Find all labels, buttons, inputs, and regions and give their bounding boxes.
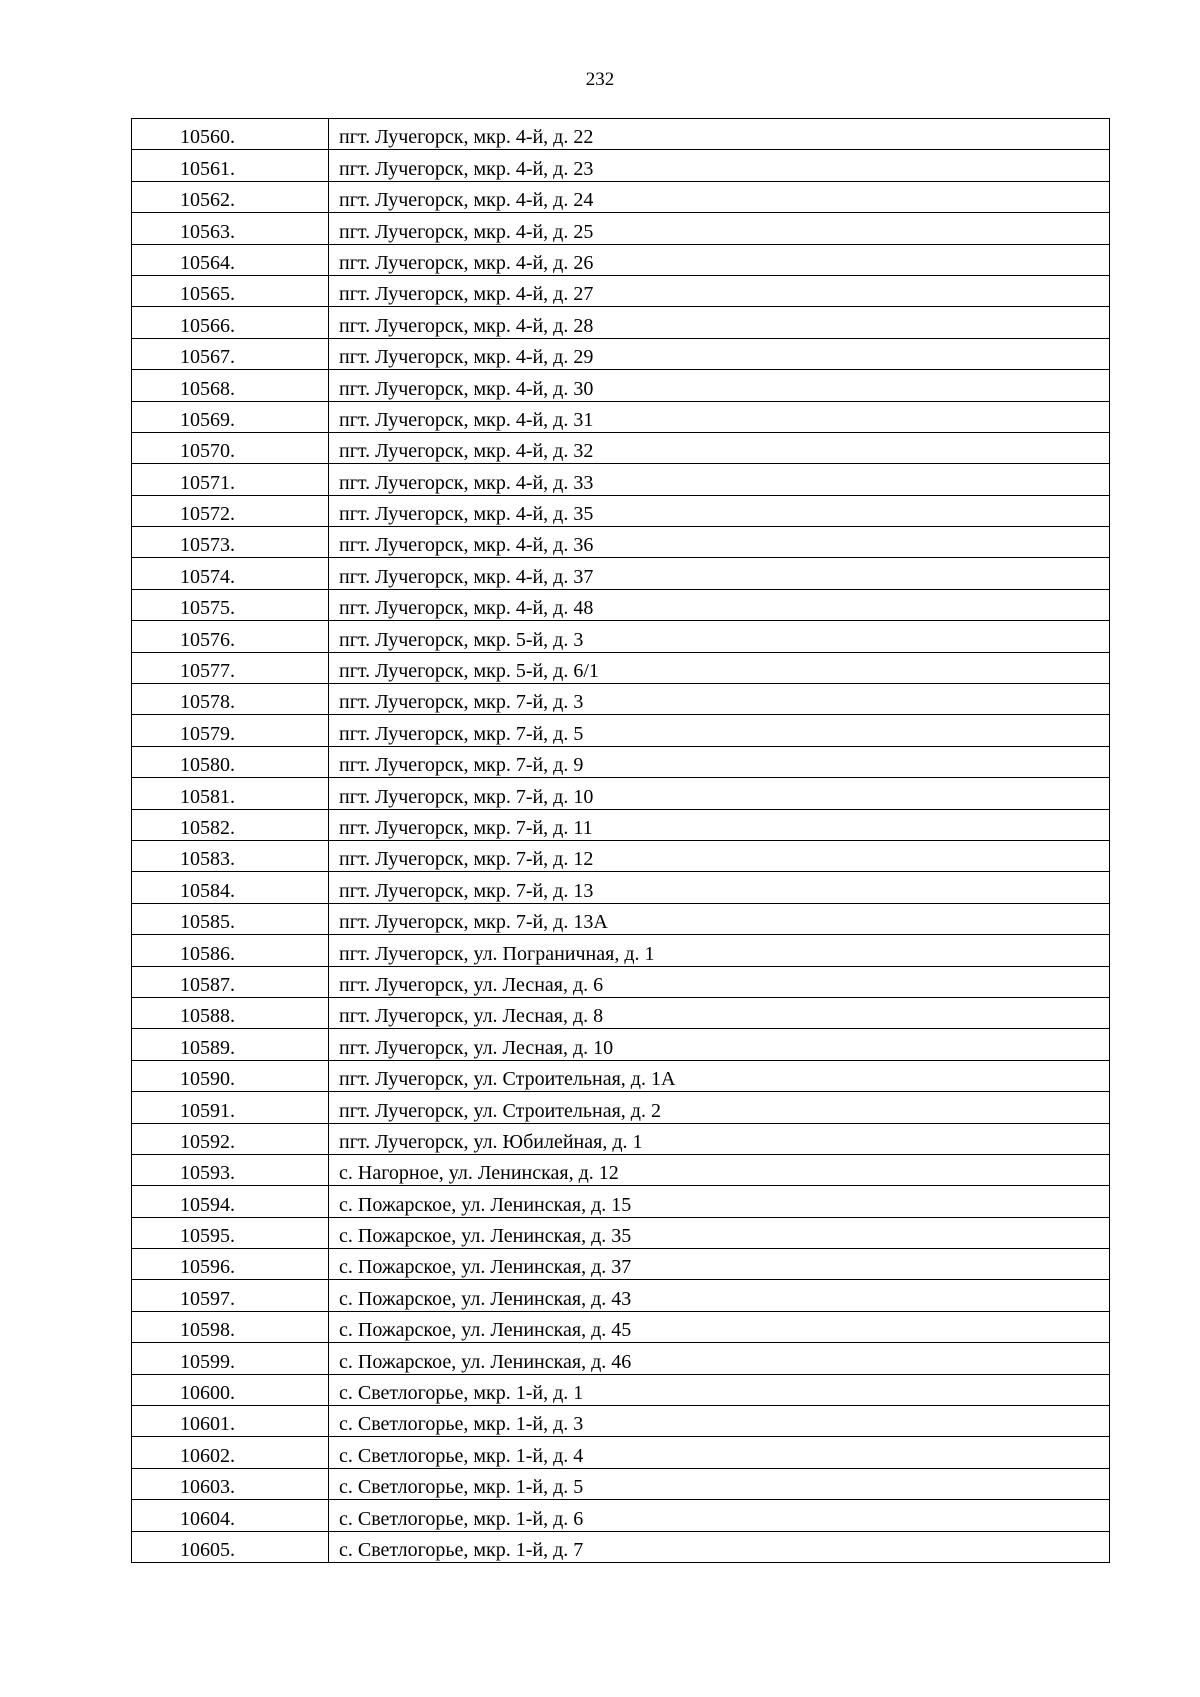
row-number-cell [132,1092,329,1123]
row-number: 10590. [180,1068,235,1091]
row-number-cell [132,1531,329,1562]
row-number: 10564. [180,251,235,274]
table-row [132,558,1110,589]
row-number-cell [132,840,329,871]
address-text: с. Светлогорье, мкр. 1-й, д. 4 [339,1444,584,1467]
row-number-cell [132,1029,329,1060]
address-text: пгт. Лучегорск, мкр. 4-й, д. 36 [339,534,594,557]
address-cell [329,181,1110,212]
row-number-cell [132,809,329,840]
address-cell [329,213,1110,244]
address-cell [329,684,1110,715]
row-number-cell [132,401,329,432]
address-cell [329,1186,1110,1217]
address-cell [329,1060,1110,1091]
row-number-cell [132,527,329,558]
table-row [132,495,1110,526]
row-number-cell [132,495,329,526]
row-number: 10578. [180,691,235,714]
table-row [132,1500,1110,1531]
row-number-cell [132,621,329,652]
row-number-cell [132,1217,329,1248]
table-row [132,1531,1110,1562]
row-number-cell [132,872,329,903]
row-number: 10589. [180,1036,235,1059]
table-row [132,809,1110,840]
address-text: пгт. Лучегорск, мкр. 7-й, д. 13 [339,879,594,902]
row-number-cell [132,715,329,746]
table-row [132,244,1110,275]
address-cell [329,1249,1110,1280]
address-text: пгт. Лучегорск, ул. Лесная, д. 10 [339,1036,614,1059]
table-row [132,778,1110,809]
row-number-cell [132,746,329,777]
row-number-cell [132,119,329,150]
row-number: 10596. [180,1256,235,1279]
row-number-cell [132,1437,329,1468]
address-text: пгт. Лучегорск, мкр. 4-й, д. 26 [339,251,594,274]
row-number: 10600. [180,1382,235,1405]
row-number: 10582. [180,816,235,839]
table-row [132,1186,1110,1217]
address-text: с. Светлогорье, мкр. 1-й, д. 7 [339,1538,584,1561]
address-text: пгт. Лучегорск, мкр. 7-й, д. 12 [339,848,594,871]
address-text: пгт. Лучегорск, мкр. 7-й, д. 9 [339,754,584,777]
address-cell [329,1531,1110,1562]
address-cell [329,1154,1110,1185]
address-cell [329,119,1110,150]
address-text: пгт. Лучегорск, мкр. 4-й, д. 22 [339,126,594,149]
row-number: 10588. [180,1005,235,1028]
address-cell [329,1437,1110,1468]
address-cell [329,1343,1110,1374]
row-number-cell [132,1343,329,1374]
address-cell [329,1217,1110,1248]
address-cell [329,778,1110,809]
table-row [132,119,1110,150]
table-row [132,872,1110,903]
table-row [132,275,1110,306]
row-number: 10583. [180,848,235,871]
address-text: пгт. Лучегорск, мкр. 4-й, д. 48 [339,597,594,620]
table-row [132,1154,1110,1185]
address-text: пгт. Лучегорск, мкр. 4-й, д. 23 [339,157,594,180]
row-number-cell [132,1123,329,1154]
address-cell [329,652,1110,683]
address-cell [329,1311,1110,1342]
row-number-cell [132,652,329,683]
table-row [132,966,1110,997]
row-number-cell [132,1468,329,1499]
row-number-cell [132,275,329,306]
row-number: 10568. [180,377,235,400]
row-number: 10603. [180,1476,235,1499]
row-number-cell [132,244,329,275]
address-text: пгт. Лучегорск, мкр. 7-й, д. 11 [339,816,593,839]
address-cell [329,1092,1110,1123]
row-number-cell [132,903,329,934]
row-number: 10577. [180,660,235,683]
address-cell [329,275,1110,306]
table-row [132,746,1110,777]
address-text: пгт. Лучегорск, ул. Строительная, д. 2 [339,1099,661,1122]
table-row [132,1217,1110,1248]
row-number-cell [132,338,329,369]
address-text: с. Пожарское, ул. Ленинская, д. 15 [339,1193,632,1216]
row-number: 10595. [180,1225,235,1248]
row-number: 10604. [180,1507,235,1530]
row-number: 10605. [180,1538,235,1561]
table-row [132,527,1110,558]
row-number-cell [132,150,329,181]
address-text: пгт. Лучегорск, мкр. 5-й, д. 3 [339,628,584,651]
row-number-cell [132,464,329,495]
table-row [132,432,1110,463]
row-number: 10572. [180,503,235,526]
row-number-cell [132,1186,329,1217]
table-row [132,464,1110,495]
table-row [132,1280,1110,1311]
table-row [132,840,1110,871]
row-number-cell [132,1154,329,1185]
row-number-cell [132,1500,329,1531]
row-number: 10579. [180,722,235,745]
row-number-cell [132,997,329,1028]
row-number: 10597. [180,1287,235,1310]
address-cell [329,840,1110,871]
address-cell [329,1029,1110,1060]
page-number: 232 [585,69,615,90]
address-table-body [132,119,1110,1563]
table-row [132,1092,1110,1123]
address-cell [329,1123,1110,1154]
row-number: 10567. [180,346,235,369]
address-text: пгт. Лучегорск, мкр. 4-й, д. 31 [339,408,594,431]
row-number-cell [132,307,329,338]
address-text: с. Пожарское, ул. Ленинская, д. 46 [339,1350,632,1373]
row-number: 10561. [180,157,235,180]
address-text: пгт. Лучегорск, мкр. 4-й, д. 29 [339,346,594,369]
table-row [132,997,1110,1028]
address-cell [329,903,1110,934]
table-row [132,1060,1110,1091]
row-number-cell [132,1060,329,1091]
table-row [132,1374,1110,1405]
table-row [132,684,1110,715]
row-number: 10574. [180,565,235,588]
row-number: 10586. [180,942,235,965]
address-cell [329,338,1110,369]
address-cell [329,370,1110,401]
table-row [132,1406,1110,1437]
row-number: 10585. [180,911,235,934]
address-text: пгт. Лучегорск, мкр. 4-й, д. 30 [339,377,594,400]
row-number: 10576. [180,628,235,651]
address-cell [329,464,1110,495]
row-number-cell [132,966,329,997]
row-number: 10562. [180,189,235,212]
address-text: с. Нагорное, ул. Ленинская, д. 12 [339,1162,619,1185]
table-row [132,1343,1110,1374]
row-number-cell [132,1311,329,1342]
row-number: 10598. [180,1319,235,1342]
address-cell [329,432,1110,463]
address-text: пгт. Лучегорск, мкр. 4-й, д. 37 [339,565,594,588]
table-row [132,307,1110,338]
address-text: пгт. Лучегорск, мкр. 4-й, д. 25 [339,220,594,243]
address-cell [329,401,1110,432]
table-row [132,935,1110,966]
table-row [132,903,1110,934]
row-number: 10566. [180,314,235,337]
row-number-cell [132,684,329,715]
address-cell [329,1374,1110,1405]
address-table [131,118,1110,1563]
row-number: 10569. [180,408,235,431]
address-text: пгт. Лучегорск, мкр. 4-й, д. 32 [339,440,594,463]
address-cell [329,966,1110,997]
address-cell [329,307,1110,338]
address-cell [329,715,1110,746]
row-number-cell [132,1374,329,1405]
table-row [132,621,1110,652]
address-text: пгт. Лучегорск, мкр. 5-й, д. 6/1 [339,660,599,683]
address-cell [329,589,1110,620]
address-text: с. Пожарское, ул. Ленинская, д. 43 [339,1287,632,1310]
address-text: пгт. Лучегорск, мкр. 4-й, д. 28 [339,314,594,337]
row-number: 10570. [180,440,235,463]
table-row [132,652,1110,683]
table-row [132,213,1110,244]
address-cell [329,997,1110,1028]
table-row [132,150,1110,181]
address-text: пгт. Лучегорск, ул. Строительная, д. 1А [339,1068,676,1091]
row-number: 10581. [180,785,235,808]
table-row [132,1123,1110,1154]
address-cell [329,244,1110,275]
address-text: пгт. Лучегорск, ул. Лесная, д. 8 [339,1005,604,1028]
address-cell [329,872,1110,903]
row-number: 10601. [180,1413,235,1436]
row-number: 10599. [180,1350,235,1373]
address-text: с. Светлогорье, мкр. 1-й, д. 3 [339,1413,584,1436]
row-number-cell [132,558,329,589]
row-number: 10584. [180,879,235,902]
address-cell [329,1500,1110,1531]
row-number-cell [132,370,329,401]
row-number: 10563. [180,220,235,243]
address-text: пгт. Лучегорск, ул. Лесная, д. 6 [339,973,604,996]
row-number: 10602. [180,1444,235,1467]
table-row [132,401,1110,432]
address-text: пгт. Лучегорск, ул. Юбилейная, д. 1 [339,1130,643,1153]
address-text: с. Пожарское, ул. Ленинская, д. 37 [339,1256,632,1279]
address-cell [329,1280,1110,1311]
address-cell [329,1406,1110,1437]
row-number: 10592. [180,1130,235,1153]
address-text: пгт. Лучегорск, мкр. 4-й, д. 24 [339,189,594,212]
table-row [132,715,1110,746]
address-cell [329,495,1110,526]
address-text: с. Светлогорье, мкр. 1-й, д. 5 [339,1476,584,1499]
address-cell [329,527,1110,558]
row-number: 10580. [180,754,235,777]
table-row [132,1468,1110,1499]
row-number: 10575. [180,597,235,620]
table-row [132,338,1110,369]
row-number-cell [132,935,329,966]
row-number-cell [132,181,329,212]
address-text: пгт. Лучегорск, мкр. 4-й, д. 35 [339,503,594,526]
row-number-cell [132,1249,329,1280]
address-text: пгт. Лучегорск, мкр. 7-й, д. 13А [339,911,608,934]
address-cell [329,150,1110,181]
address-text: пгт. Лучегорск, мкр. 7-й, д. 5 [339,722,584,745]
address-text: пгт. Лучегорск, мкр. 7-й, д. 10 [339,785,594,808]
table-row [132,1437,1110,1468]
address-text: пгт. Лучегорск, мкр. 4-й, д. 33 [339,471,594,494]
address-text: с. Светлогорье, мкр. 1-й, д. 6 [339,1507,584,1530]
table-row [132,1249,1110,1280]
row-number-cell [132,589,329,620]
table-row [132,1029,1110,1060]
row-number: 10594. [180,1193,235,1216]
row-number-cell [132,432,329,463]
address-text: пгт. Лучегорск, ул. Пограничная, д. 1 [339,942,655,965]
address-text: пгт. Лучегорск, мкр. 4-й, д. 27 [339,283,594,306]
row-number: 10560. [180,126,235,149]
row-number-cell [132,213,329,244]
address-text: с. Пожарское, ул. Ленинская, д. 35 [339,1225,632,1248]
row-number-cell [132,1280,329,1311]
row-number: 10591. [180,1099,235,1122]
address-cell [329,746,1110,777]
row-number: 10593. [180,1162,235,1185]
table-row [132,181,1110,212]
row-number-cell [132,1406,329,1437]
address-cell [329,621,1110,652]
address-text: с. Пожарское, ул. Ленинская, д. 45 [339,1319,632,1342]
row-number-cell [132,778,329,809]
table-row [132,370,1110,401]
address-text: пгт. Лучегорск, мкр. 7-й, д. 3 [339,691,584,714]
address-cell [329,809,1110,840]
address-text: с. Светлогорье, мкр. 1-й, д. 1 [339,1382,584,1405]
row-number: 10573. [180,534,235,557]
table-row [132,1311,1110,1342]
address-cell [329,935,1110,966]
address-cell [329,558,1110,589]
row-number: 10565. [180,283,235,306]
table-row [132,589,1110,620]
row-number: 10587. [180,973,235,996]
address-cell [329,1468,1110,1499]
row-number: 10571. [180,471,235,494]
